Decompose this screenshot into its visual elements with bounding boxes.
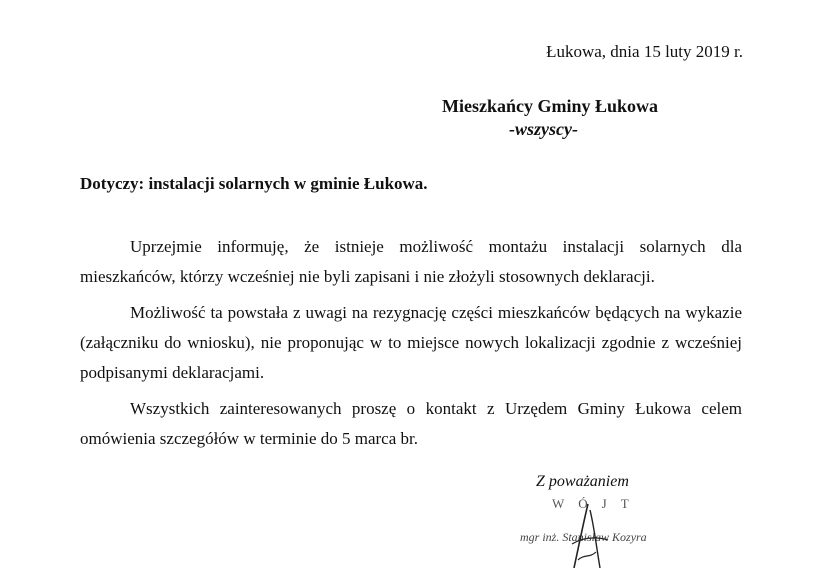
handwritten-signature-icon xyxy=(560,500,620,571)
addressee-name: Mieszkańcy Gminy Łukowa xyxy=(442,96,659,116)
paragraph-1: Uprzejmie informuję, że istnieje możliwość montażu instalacji solarnych dla mieszkańców, którzy wcześniej nie byli zapisani i nie złożyli stosownych deklaracji. xyxy=(80,237,742,286)
stamp-name: mgr inż. Stanisław Kozyra xyxy=(520,530,647,544)
addressee-block xyxy=(442,96,742,140)
paragraph-2: Możliwość ta powstała z uwagi na rezygnację części mieszkańców będących na wykazie (załączniku do wniosku), nie proponując w to miejsce nowych lokalizacji zgodnie z wcześniej podpisanymi deklaracjami. xyxy=(80,303,742,382)
stamp-title: WÓJT xyxy=(552,496,643,511)
date-line: Łukowa, dnia 15 luty 2019 r. xyxy=(546,42,743,61)
letter-body xyxy=(80,232,742,460)
addressee-qualifier: -wszyscy- xyxy=(509,119,578,139)
closing-phrase: Z poważaniem xyxy=(536,473,629,490)
subject-line: Dotyczy: instalacji solarnych w gminie Łukowa. xyxy=(80,174,428,193)
paragraph-3: Wszystkich zainteresowanych proszę o kontakt z Urzędem Gminy Łukowa celem omówienia szczegółów w terminie do 5 marca br. xyxy=(80,399,742,448)
